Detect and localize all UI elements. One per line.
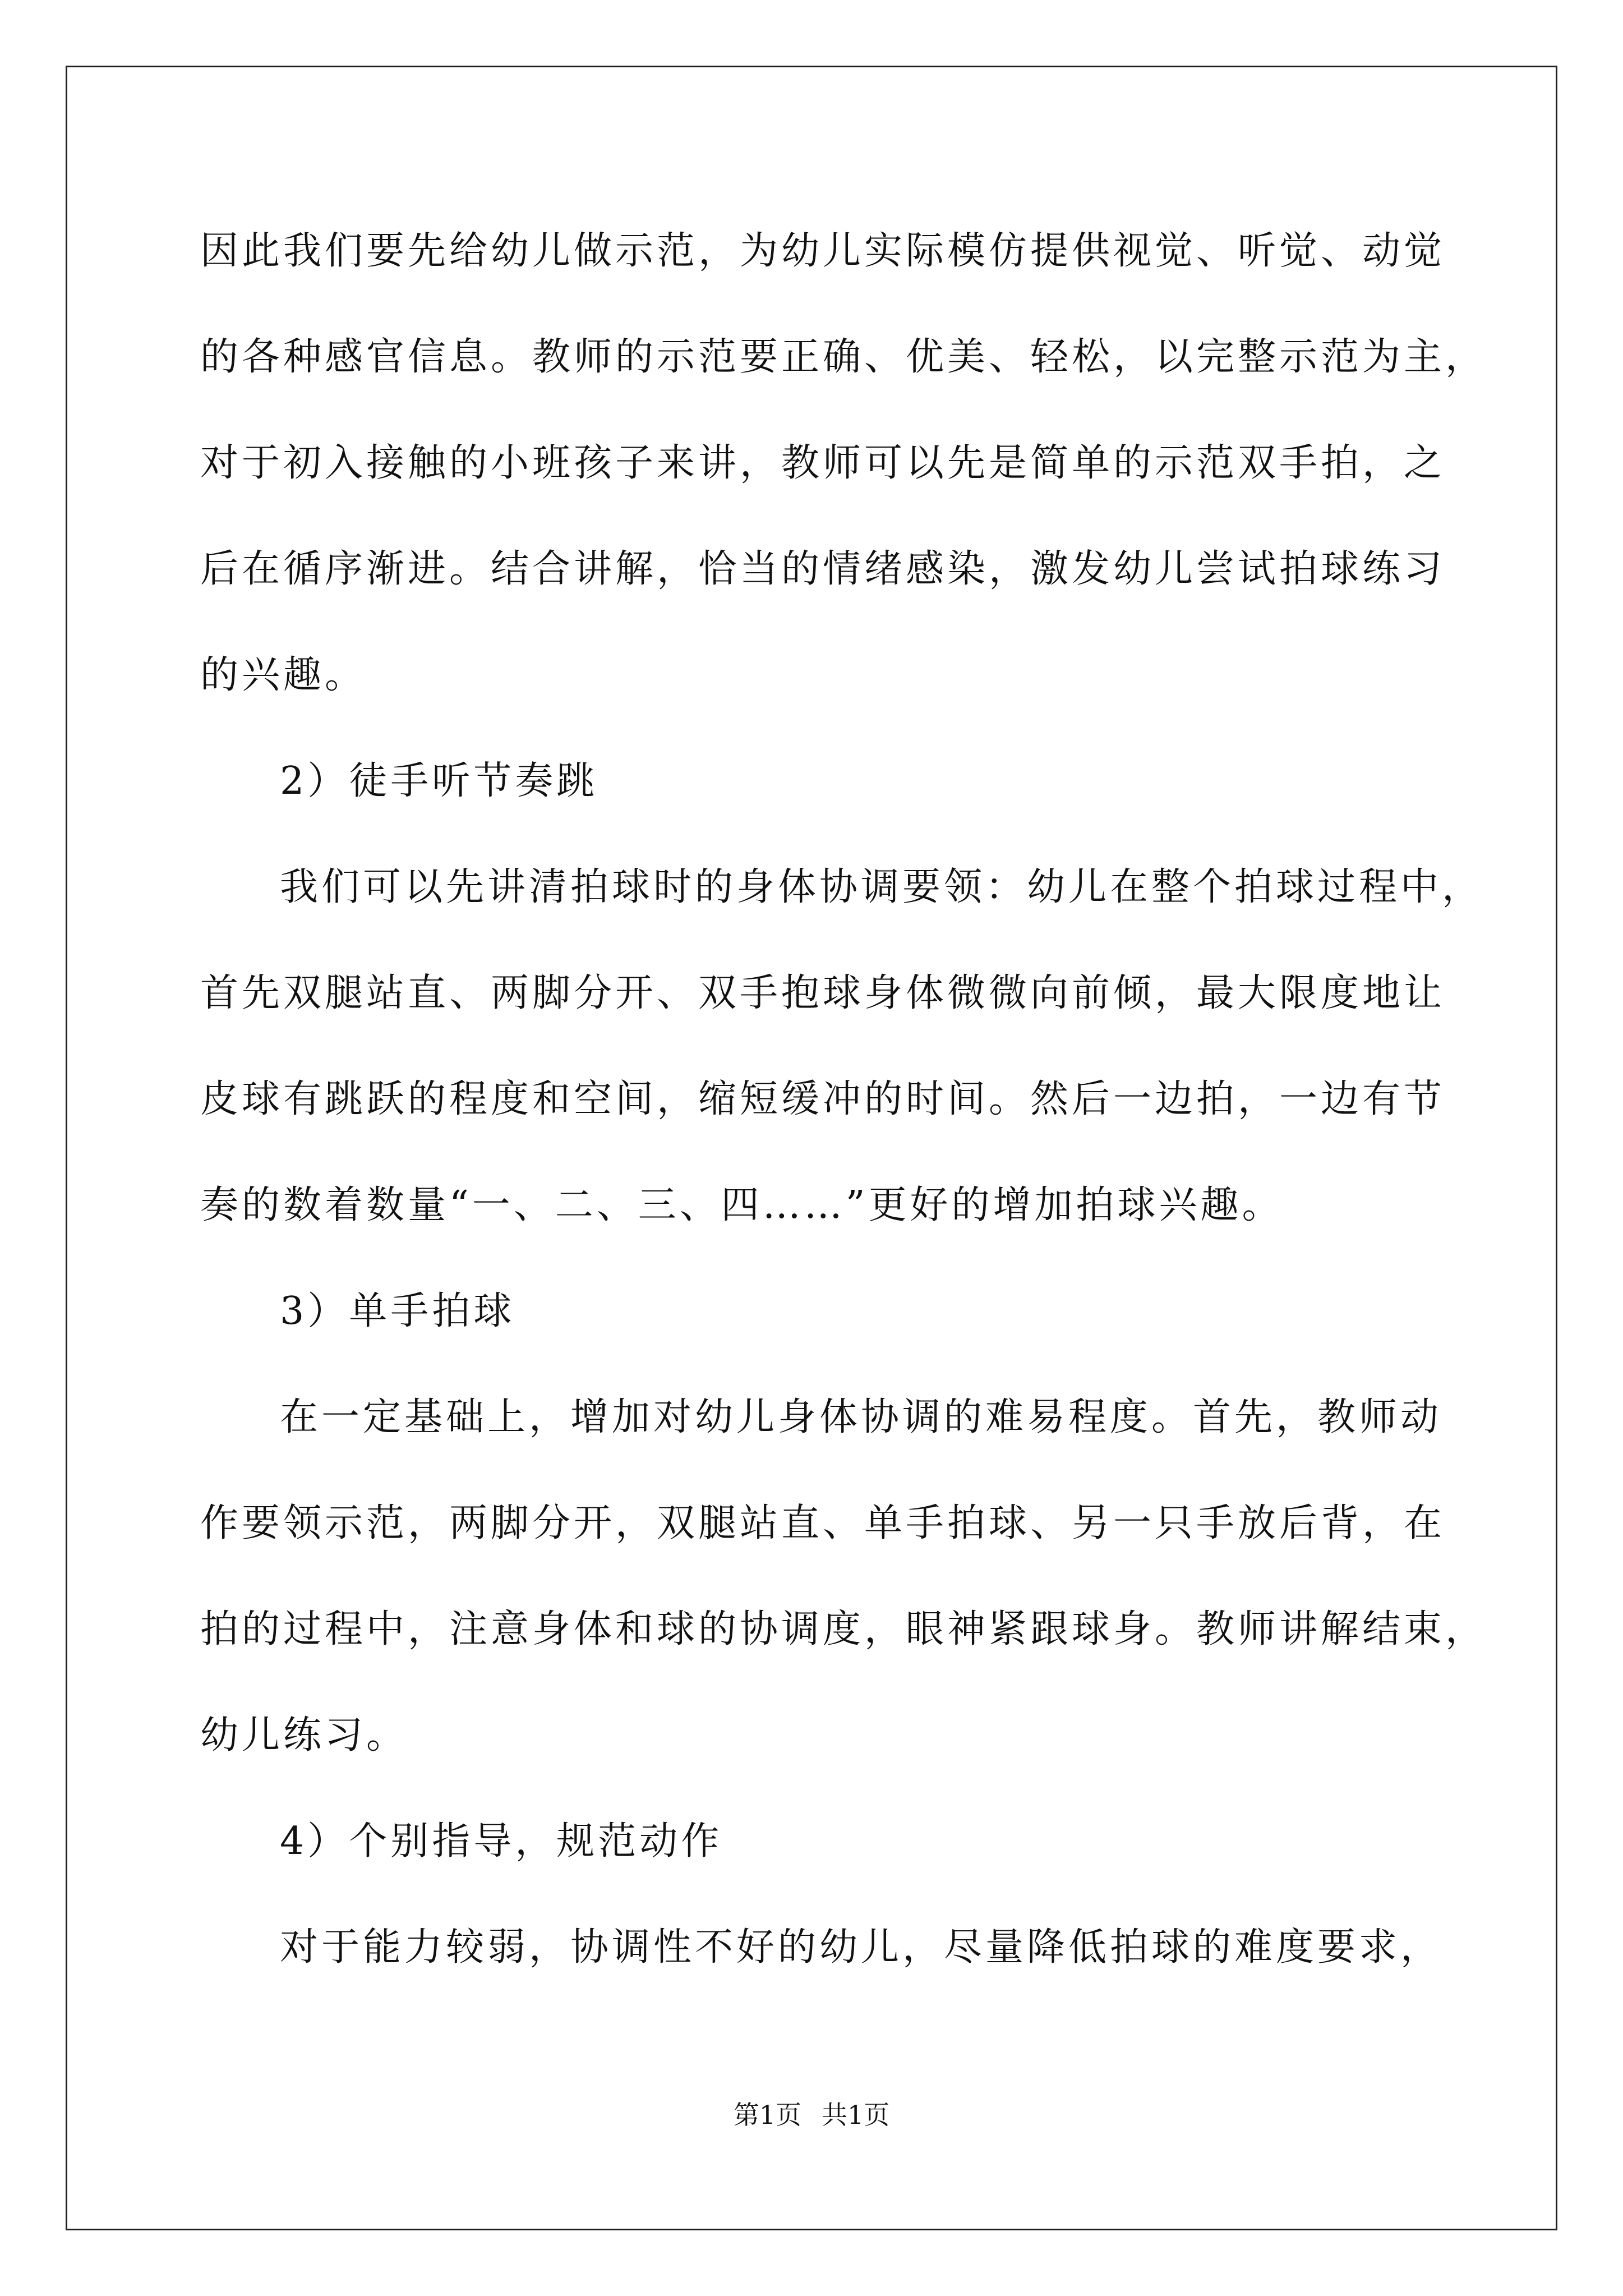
body-line: 后在循序渐进。结合讲解，恰当的情绪感染，激发幼儿尝试拍球练习 (200, 547, 1446, 591)
section-heading: 3）单手拍球 (280, 1289, 515, 1333)
body-line: 首先双腿站直、两脚分开、双手抱球身体微微向前倾，最大限度地让 (200, 971, 1446, 1015)
body-line: 奏的数着数量“一、二、三、四……”更好的增加拍球兴趣。 (200, 1183, 1284, 1227)
body-line: 在一定基础上，增加对幼儿身体协调的难易程度。首先，教师动 (280, 1395, 1442, 1439)
body-line: 我们可以先讲清拍球时的身体协调要领：幼儿在整个拍球过程中， (280, 865, 1484, 909)
body-line: 作要领示范，两脚分开，双腿站直、单手拍球、另一只手放后背，在 (200, 1501, 1446, 1545)
body-line: 皮球有跳跃的程度和空间，缩短缓冲的时间。然后一边拍，一边有节 (200, 1077, 1446, 1121)
page-footer (0, 2098, 1623, 2132)
page-border (66, 66, 1557, 2230)
body-line: 因此我们要先给幼儿做示范，为幼儿实际模仿提供视觉、听觉、动觉 (200, 229, 1446, 273)
section-heading: 4）个别指导，规范动作 (280, 1819, 723, 1864)
body-line: 对于能力较弱，协调性不好的幼儿，尽量降低拍球的难度要求， (280, 1925, 1442, 1970)
body-line: 幼儿练习。 (200, 1713, 408, 1757)
body-line: 对于初入接触的小班孩子来讲，教师可以先是简单的示范双手拍，之 (200, 441, 1446, 485)
page-number: 第1页 (733, 2100, 801, 2130)
page-total: 共1页 (822, 2100, 890, 2130)
section-heading: 2）徒手听节奏跳 (280, 759, 598, 803)
body-line: 拍的过程中，注意身体和球的协调度，眼神紧跟球身。教师讲解结束， (200, 1607, 1487, 1651)
body-line: 的兴趣。 (200, 653, 367, 697)
body-line: 的各种感官信息。教师的示范要正确、优美、轻松，以完整示范为主， (200, 335, 1487, 379)
